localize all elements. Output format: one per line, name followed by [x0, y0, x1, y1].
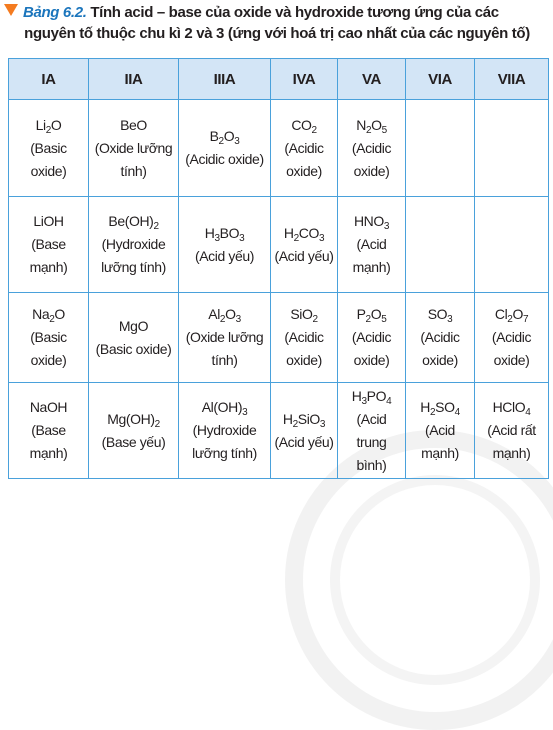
table-cell-empty: [406, 100, 475, 197]
cell-description: (Acid yếu): [274, 433, 334, 450]
column-header: IIIA: [179, 59, 271, 100]
table-cell: [475, 383, 549, 479]
table-cell: [9, 293, 89, 383]
cell-description: (Basic oxide): [95, 340, 172, 357]
table-cell: [89, 383, 179, 479]
cell-description: (Hydroxide lưỡng tính): [101, 236, 166, 275]
column-header: IA: [9, 59, 89, 100]
table-cell: [475, 293, 549, 383]
table-cell: [271, 100, 338, 197]
table-cell: [271, 293, 338, 383]
cell-formula: $H_2SiO_3$: [282, 410, 326, 430]
cell-description: (Oxide lưỡng tính): [185, 329, 264, 368]
cell-description: (Base yếu): [101, 433, 166, 450]
cell-formula: $N_2O_5$: [356, 116, 387, 136]
table-cell: [89, 100, 179, 197]
cell-description: (Base mạnh): [29, 422, 68, 461]
table-cell: [9, 100, 89, 197]
cell-formula: $SO_3$: [427, 306, 453, 325]
cell-description: (Acid yếu): [194, 247, 255, 264]
table-header-row: [9, 59, 549, 100]
cell-description: (Acidic oxide): [351, 329, 392, 368]
cell-formula: MgO: [118, 317, 149, 334]
table-row: [9, 100, 549, 197]
cell-description: (Hydroxide lưỡng tính): [192, 422, 257, 461]
cell-formula: $CO_2$: [291, 116, 317, 136]
table-cell: [179, 197, 271, 293]
table-caption: [4, 2, 550, 44]
table-cell: [338, 197, 406, 293]
cell-formula: $P_2O_5$: [356, 306, 387, 325]
cell-formula: $HNO_3$: [353, 213, 390, 232]
column-header: IVA: [271, 59, 338, 100]
caption-text-line2: nguyên tố thuộc chu kì 2 và 3 (ứng với hoá trị cao nhất của các nguyên tố): [24, 25, 530, 42]
cell-formula: $Be(OH)_2$: [108, 213, 159, 232]
triangle-marker-icon: [4, 4, 18, 16]
cell-description: (Acidic oxide): [491, 329, 532, 368]
table-row: [9, 293, 549, 383]
table-cell: [271, 197, 338, 293]
table-cell: [9, 383, 89, 479]
table-row: [9, 383, 549, 479]
caption-label: Bảng 6.2.: [23, 4, 87, 21]
column-header: VIA: [406, 59, 475, 100]
cell-formula: $Al(OH)_3$: [201, 399, 248, 418]
table-row: [9, 197, 549, 293]
table-cell: [9, 197, 89, 293]
cell-formula: NaOH: [29, 399, 68, 415]
cell-description: (Basic oxide): [30, 329, 67, 368]
cell-description: (Acid mạnh): [421, 422, 459, 461]
cell-formula: $H_3BO_3$: [204, 224, 245, 244]
cell-description: (Acidic oxide): [351, 139, 392, 179]
cell-description: (Acidic oxide): [420, 329, 460, 368]
cell-formula: $H_3PO_4$: [351, 387, 392, 407]
cell-formula: $B_2O_3$: [209, 128, 240, 147]
cell-formula: $Al_2O_3$: [208, 306, 241, 325]
table-cell: [271, 383, 338, 479]
cell-description: (Acid rất mạnh): [487, 422, 536, 461]
cell-description: (Base mạnh): [29, 236, 68, 275]
cell-formula: SiO$_2$: [290, 306, 318, 325]
column-header: IIA: [89, 59, 179, 100]
cell-formula: LiOH: [33, 213, 64, 229]
cell-description: (Basic oxide): [30, 139, 67, 179]
cell-description: (Acidic oxide): [284, 329, 324, 368]
oxide-hydroxide-table: [8, 58, 549, 479]
table-cell: [338, 293, 406, 383]
cell-description: (Acidic oxide): [284, 139, 324, 179]
table-cell-empty: [475, 100, 549, 197]
table-cell: [406, 293, 475, 383]
cell-description: (Acid trung bình): [356, 410, 387, 473]
table-cell: [179, 383, 271, 479]
cell-formula: $Cl_2O_7$: [494, 306, 529, 325]
cell-formula: $H_2SO_4$: [420, 399, 460, 418]
table-cell: [406, 383, 475, 479]
table-cell: [179, 293, 271, 383]
column-header: VA: [338, 59, 406, 100]
caption-text: Tính acid – base của oxide và hydroxide tương ứng của các: [86, 4, 499, 21]
table-cell: [338, 100, 406, 197]
table-cell-empty: [475, 197, 549, 293]
cell-description: (Oxide lưỡng tính): [94, 139, 173, 179]
cell-formula: $Mg(OH)_2$: [107, 410, 160, 430]
background-watermark-ring-inner: [330, 475, 540, 685]
table-cell: [89, 293, 179, 383]
cell-description: (Acidic oxide): [185, 151, 264, 167]
cell-formula: $H_2CO_3$: [283, 224, 325, 244]
cell-description: (Acid yếu): [274, 247, 334, 264]
table-cell: [179, 100, 271, 197]
table-cell: [89, 197, 179, 293]
cell-formula: BeO: [120, 116, 147, 133]
table-cell-empty: [406, 197, 475, 293]
cell-formula: $Na_2O$: [32, 306, 65, 325]
cell-description: (Acid mạnh): [352, 236, 391, 275]
column-header: VIIA: [475, 59, 549, 100]
cell-formula: $Li_2O$: [35, 116, 62, 136]
table-cell: [338, 383, 406, 479]
cell-formula: HClO$_4$: [492, 399, 531, 418]
